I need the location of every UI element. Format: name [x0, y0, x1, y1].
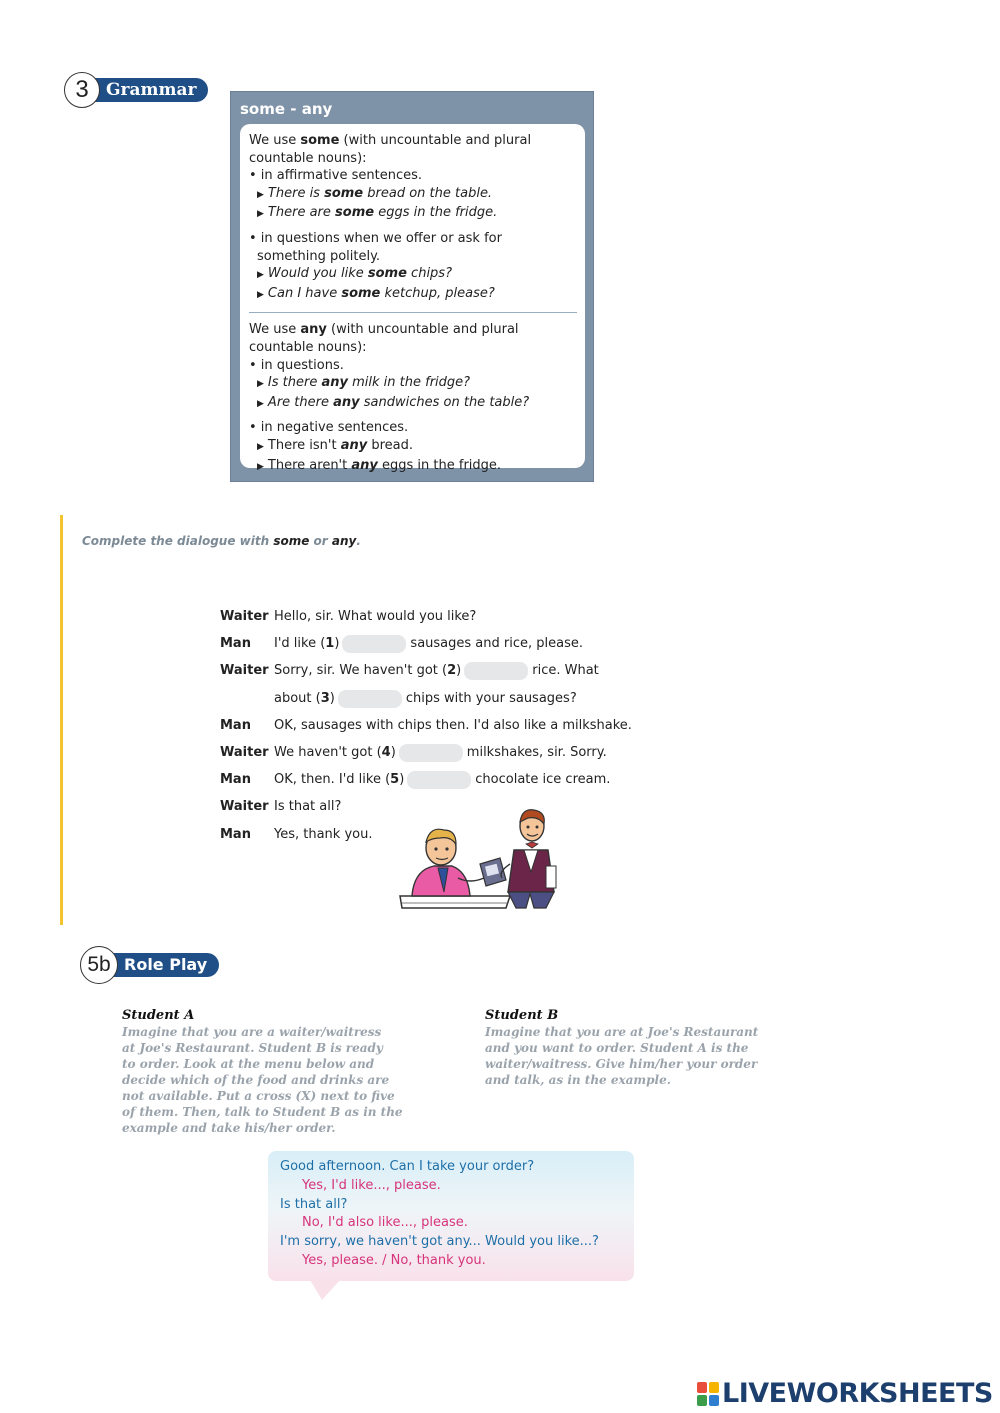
speaker-name: Man	[220, 717, 251, 733]
some-rule-cont: something politely.	[257, 248, 381, 264]
divider	[249, 312, 577, 313]
logo-text: LIVEWORKSHEETS	[722, 1378, 993, 1409]
dialogue-segment: Yes, thank you.	[274, 826, 373, 842]
dialogue-segment: )	[334, 636, 340, 652]
customer-line: No, I'd also like..., please.	[302, 1215, 468, 1231]
instruction-line: and talk, as in the example.	[485, 1073, 671, 1087]
grammar-section-header	[64, 72, 208, 108]
blank-number: 4	[381, 745, 391, 760]
logo-square	[709, 1382, 719, 1393]
logo-square	[697, 1395, 707, 1406]
blank-number: 1	[325, 636, 335, 652]
restaurant-illustration	[398, 792, 566, 912]
example-sentence: ▶ There is some bread on the table.	[249, 185, 577, 205]
arrow-right-icon: ▶	[257, 270, 264, 281]
answer-blank[interactable]	[342, 635, 406, 653]
answer-blank[interactable]	[464, 662, 528, 680]
blank-number: 5	[390, 772, 400, 788]
dialogue-text	[274, 661, 599, 681]
speaker-name: Waiter	[220, 745, 269, 760]
dialogue-segment: OK, then. I'd like (	[274, 772, 391, 788]
liveworksheets-logo	[697, 1378, 993, 1409]
example-sentence: ▶ Is there any milk in the fridge?	[249, 374, 577, 394]
example-sentence: ▶ There are some eggs in the fridge.	[249, 204, 577, 224]
logo-square	[709, 1395, 719, 1406]
arrow-right-icon: ▶	[257, 461, 264, 472]
speaker-name: Waiter	[220, 799, 269, 815]
some-intro: We use some (with uncountable and plural	[249, 133, 532, 148]
dialogue-segment: I'd like (	[274, 636, 326, 652]
dialogue-segment: We haven't got (	[274, 745, 382, 760]
logo-square	[697, 1382, 707, 1393]
dialogue-segment: )	[390, 745, 396, 760]
speaker-name: Waiter	[220, 609, 269, 624]
waiter-line: Good afternoon. Can I take your order?	[280, 1159, 535, 1174]
speaker-name: Man	[220, 772, 251, 788]
example-dialogue-bubble	[268, 1151, 634, 1281]
section-number: 3	[64, 72, 100, 108]
dialogue-text	[274, 716, 632, 736]
waiter-line: Is that all?	[280, 1196, 348, 1212]
customer-line: Yes, please. / No, thank you.	[302, 1252, 486, 1268]
logo-mark-icon	[697, 1382, 719, 1406]
speaker-name: Man	[220, 826, 251, 842]
student-a-instructions	[122, 1008, 422, 1136]
dialogue-segment: Is that all?	[274, 799, 342, 815]
example-sentence: ▶ Would you like some chips?	[249, 265, 577, 285]
instruction-line: decide which of the food and drinks are	[122, 1073, 390, 1087]
dialogue-segment: OK, sausages with chips then. I'd also like a milkshake.	[274, 717, 632, 733]
blank-number: 2	[447, 663, 457, 679]
section-accent-bar	[60, 515, 63, 925]
example-sentence: ▶ Can I have some ketchup, please?	[249, 285, 577, 305]
dialogue-text	[274, 797, 341, 817]
some-intro-cont: countable nouns):	[249, 150, 367, 166]
dialogue-segment: rice. What	[532, 663, 599, 679]
student-b-instructions	[485, 1008, 785, 1088]
arrow-right-icon: ▶	[257, 441, 264, 452]
section-label: Grammar	[92, 78, 208, 102]
customer-line: Yes, I'd like..., please.	[302, 1177, 441, 1193]
section-label: Role Play	[110, 953, 219, 977]
arrow-right-icon: ▶	[257, 189, 264, 200]
example-sentence: ▶ There aren't any eggs in the fridge.	[249, 457, 577, 477]
any-rule: • in questions.	[249, 357, 344, 373]
dialogue-segment: chocolate ice cream.	[475, 772, 611, 788]
dialogue-text	[274, 770, 610, 790]
student-title: Student B	[485, 1008, 559, 1023]
instruction-line: and you want to order. Student A is the	[485, 1041, 749, 1055]
dialogue-segment: about (	[274, 690, 321, 706]
roleplay-section-header	[80, 946, 219, 984]
dialogue-segment: )	[329, 690, 335, 706]
instruction-line: of them. Then, talk to Student B as in the	[122, 1105, 403, 1119]
any-rule: • in negative sentences.	[249, 420, 409, 436]
example-sentence: ▶ Are there any sandwiches on the table?	[249, 394, 577, 414]
arrow-right-icon: ▶	[257, 379, 264, 390]
some-rule: • in affirmative sentences.	[249, 168, 422, 184]
instruction-line: Imagine that you are at Joe's Restaurant	[485, 1025, 759, 1039]
instruction-line: at Joe's Restaurant. Student B is ready	[122, 1041, 383, 1055]
instruction-line: not available. Put a cross (X) next to five	[122, 1089, 395, 1103]
dialogue-segment: Hello, sir. What would you like?	[274, 609, 477, 624]
any-intro: We use any (with uncountable and plural	[249, 322, 519, 338]
grammar-rules	[240, 124, 585, 473]
exercise-instruction: Complete the dialogue with some or any.	[82, 534, 361, 548]
dialogue-segment: chips with your sausages?	[405, 690, 577, 706]
answer-blank[interactable]	[407, 771, 471, 789]
dialogue-segment: )	[456, 663, 462, 679]
speaker-name: Waiter	[220, 663, 269, 679]
speaker-name: Man	[220, 636, 251, 652]
dialogue-text	[274, 607, 476, 627]
arrow-right-icon: ▶	[257, 398, 264, 409]
grammar-box-title: some - any	[240, 100, 333, 118]
student-title: Student A	[122, 1008, 195, 1023]
waiter-line: I'm sorry, we haven't got any... Would you like...?	[280, 1234, 599, 1250]
dialogue-text	[274, 689, 577, 709]
arrow-right-icon: ▶	[257, 209, 264, 220]
answer-blank[interactable]	[338, 690, 402, 708]
instruction-line: Imagine that you are a waiter/waitress	[122, 1025, 382, 1039]
dialogue-segment: sausages and rice, please.	[410, 636, 583, 652]
blank-number: 3	[320, 690, 330, 706]
answer-blank[interactable]	[399, 744, 463, 762]
dialogue-segment: Sorry, sir. We haven't got (	[274, 663, 448, 679]
example-sentence: ▶ There isn't any bread.	[249, 437, 577, 457]
dialogue-segment: milkshakes, sir. Sorry.	[466, 745, 607, 760]
dialogue-text	[274, 743, 607, 763]
dialogue-segment: )	[399, 772, 405, 788]
instruction-line: example and take his/her order.	[122, 1121, 336, 1135]
dialogue-text	[274, 634, 583, 654]
arrow-right-icon: ▶	[257, 289, 264, 300]
some-rule: • in questions when we offer or ask for	[249, 230, 502, 246]
bubble-tail	[310, 1280, 340, 1300]
grammar-box	[230, 91, 594, 482]
any-intro-cont: countable nouns):	[249, 339, 367, 355]
instruction-line: waiter/waitress. Give him/her your order	[485, 1057, 758, 1071]
section-number: 5b	[80, 946, 118, 984]
instruction-line: to order. Look at the menu below and	[122, 1057, 375, 1071]
dialogue-text	[274, 825, 372, 845]
